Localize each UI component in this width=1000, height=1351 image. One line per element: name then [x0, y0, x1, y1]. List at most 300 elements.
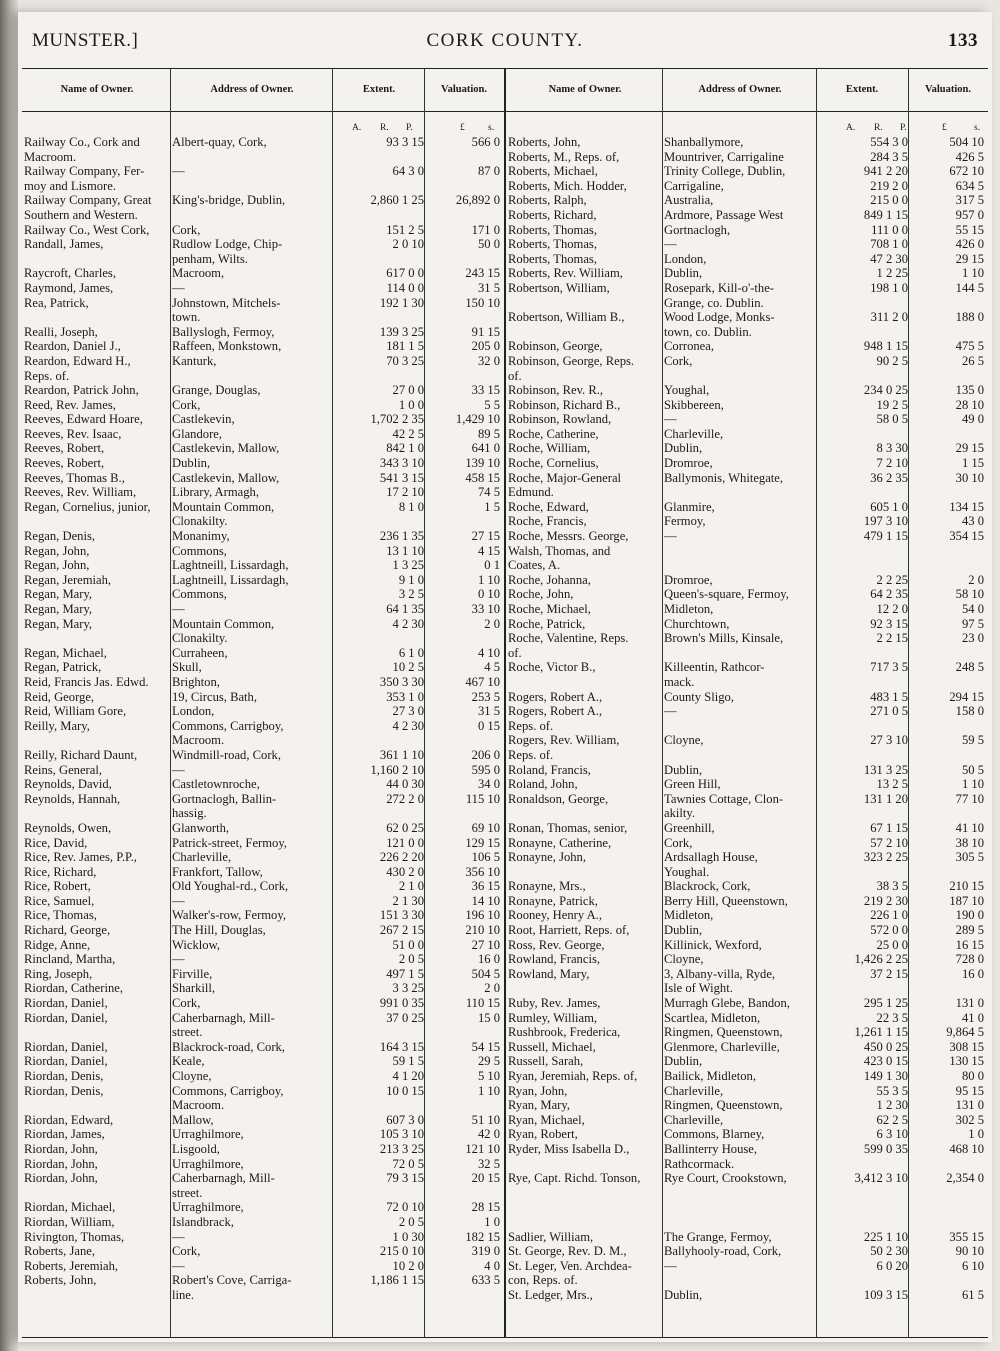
owner-address: Glandore, [172, 426, 223, 441]
valuation-value: 29 15 [955, 441, 984, 456]
owner-address: Ardsallagh House, [664, 850, 758, 865]
owner-address: Killeentin, Rathcor- [664, 660, 765, 675]
valuation-value: 426 0 [955, 237, 984, 252]
valuation-value: 196 10 [465, 908, 500, 923]
table-row [506, 836, 988, 851]
owner-name: Riordan, Catherine, [24, 981, 123, 996]
table-row [22, 500, 504, 515]
valuation-value: 2 0 [484, 981, 500, 996]
owner-name: Ronan, Thomas, senior, [508, 820, 628, 835]
extent-value: 197 3 10 [863, 514, 908, 529]
valuation-value: 32 0 [477, 353, 500, 368]
valuation-value: 50 0 [477, 237, 500, 252]
owner-address: Clonakilty. [172, 514, 228, 529]
table-row [506, 485, 988, 500]
owner-name: Roberts, Jane, [24, 1244, 95, 1259]
owner-name: Railway Company, Great [24, 193, 152, 208]
table-row [22, 339, 504, 354]
owner-name: Roberts, Thomas, [508, 251, 597, 266]
valuation-value: 144 5 [955, 280, 984, 295]
owner-address: Castlekevin, [172, 412, 235, 427]
valuation-value: 26,892 0 [455, 193, 500, 208]
table-row [506, 573, 988, 588]
table-row [22, 1244, 504, 1259]
table-row [506, 252, 988, 267]
owner-address: Carrigaline, [664, 178, 724, 193]
valuation-value: 27 15 [471, 529, 500, 544]
owner-address: Corronea, [664, 339, 715, 354]
valuation-value: 1 5 [484, 499, 500, 514]
extent-value: 192 1 30 [379, 295, 424, 310]
owner-address: Dublin, [664, 266, 703, 281]
owner-name: Roche, William, [508, 441, 591, 456]
owner-name: Reardon, Patrick John, [24, 383, 139, 398]
valuation-value: 672 10 [949, 164, 984, 179]
valuation-value: 77 10 [955, 791, 984, 806]
valuation-value: 55 15 [955, 222, 984, 237]
table-row [22, 1127, 504, 1142]
extent-value: 131 1 20 [863, 791, 908, 806]
table-row [506, 1288, 988, 1303]
owner-name: Riordan, Daniel, [24, 1054, 108, 1069]
valuation-value: 33 15 [471, 383, 500, 398]
owner-name: Riordan, Edward, [24, 1112, 114, 1127]
valuation-value: 139 10 [465, 456, 500, 471]
table-row [22, 690, 504, 705]
owner-address: Castlekevin, Mallow, [172, 441, 280, 456]
table-row [22, 179, 504, 194]
table-row [22, 996, 504, 1011]
owner-name: Rice, Thomas, [24, 908, 97, 923]
extent-value: 7 2 10 [876, 456, 908, 471]
owner-name: Rogers, Robert A., [508, 704, 603, 719]
owner-address: street. [172, 1185, 203, 1200]
owner-name: Regan, Michael, [24, 645, 107, 660]
extent-value: 2 1 0 [398, 879, 424, 894]
owner-address: mack. [664, 674, 695, 689]
extent-value: 93 3 15 [386, 135, 424, 149]
table-row [22, 281, 504, 296]
owner-address: Dublin, [172, 456, 211, 471]
valuation-value: 467 10 [465, 674, 500, 689]
valuation-value: 61 5 [961, 1287, 984, 1302]
extent-value: 17 2 10 [386, 485, 424, 500]
table-row [506, 1186, 988, 1201]
valuation-value: 4 0 [484, 1258, 500, 1273]
table-row [22, 1084, 504, 1099]
valuation-value: 150 10 [465, 295, 500, 310]
extent-value: 37 2 15 [870, 966, 908, 981]
table-row [506, 1040, 988, 1055]
extent-value: 215 0 0 [870, 193, 908, 208]
owner-address: Isle of Wight. [664, 981, 733, 996]
valuation-value: 28 10 [955, 397, 984, 412]
table-row [22, 471, 504, 486]
valuation-value: 31 5 [477, 704, 500, 719]
owner-address: 3, Albany-villa, Ryde, [664, 966, 776, 981]
owner-name: Riordan, John, [24, 1156, 98, 1171]
extent-value: 59 1 5 [392, 1054, 424, 1069]
owner-address: Walker's-row, Fermoy, [172, 908, 286, 923]
owner-address: Albert-quay, Cork, [172, 135, 267, 149]
owner-address: Cork, [664, 353, 693, 368]
valuation-value: 16 0 [477, 952, 500, 967]
valuation-value: 294 15 [949, 689, 984, 704]
owner-address: Dromroe, [664, 572, 713, 587]
valuation-value: 633 5 [471, 1273, 500, 1288]
owner-address: Berry Hill, Queenstown, [664, 893, 788, 908]
extent-value: 44 0 30 [386, 777, 424, 792]
valuation-value: 243 15 [465, 266, 500, 281]
extent-value: 149 1 30 [863, 1069, 908, 1083]
owner-name: Reilly, Richard Daunt, [24, 747, 138, 762]
valuation-value: 595 0 [471, 762, 500, 777]
valuation-value: 641 0 [471, 441, 500, 456]
extent-value: 295 1 25 [863, 996, 908, 1011]
extent-value: 607 3 0 [386, 1112, 424, 1127]
table-row [22, 383, 504, 398]
owner-address: — [172, 893, 185, 908]
extent-value: 1 2 30 [876, 1098, 908, 1113]
owner-address: Murragh Glebe, Bandon, [664, 996, 790, 1011]
table-row [506, 1084, 988, 1099]
owner-address: Blackrock, Cork, [664, 879, 751, 894]
table-row [22, 1157, 504, 1172]
owner-name: Roche, Messrs. George, [508, 529, 629, 544]
table-row [22, 646, 504, 661]
extent-value: 2 0 5 [398, 1214, 424, 1229]
owner-name: Ronayne, Mrs., [508, 879, 586, 894]
extent-value: 423 0 15 [863, 1054, 908, 1069]
owner-address: Laghtneill, Lissardagh, [172, 558, 289, 573]
table-row [506, 427, 988, 442]
table-row [506, 631, 988, 646]
owner-address: Midleton, [664, 602, 714, 616]
owner-address: Caherbarnagh, Mill- [172, 1171, 275, 1186]
extent-value: 92 3 15 [870, 616, 908, 631]
table-row [22, 544, 504, 559]
valuation-value: 32 5 [477, 1156, 500, 1171]
table-row [22, 967, 504, 982]
owner-name: Riordan, William, [24, 1214, 115, 1229]
extent-value: 343 3 10 [379, 456, 424, 471]
extent-value: 708 1 0 [870, 237, 908, 252]
extent-value: 430 2 0 [386, 864, 424, 879]
owner-name: Reed, Rev. James, [24, 397, 116, 412]
extent-value: 58 0 5 [876, 412, 908, 427]
owner-address: Cork, [664, 835, 693, 850]
owner-address: Skull, [172, 660, 202, 675]
valuation-value: 206 0 [471, 747, 500, 762]
valuation-value: 80 0 [961, 1069, 984, 1083]
owner-address: Macroom. [172, 1098, 225, 1113]
owner-name: Regan, Cornelius, junior, [24, 499, 151, 514]
owner-address: Green Hill, [664, 777, 721, 792]
table-row [22, 1142, 504, 1157]
table-row [506, 1113, 988, 1128]
owner-name: Randall, James, [24, 237, 104, 252]
valuation-value: 4 5 [484, 660, 500, 675]
extent-value: 62 2 5 [876, 1112, 908, 1127]
owner-name: Regan, Mary, [24, 616, 93, 631]
extent-value: 42 2 5 [392, 426, 424, 441]
valuation-value: 171 0 [471, 222, 500, 237]
owner-name: Southern and Western. [24, 207, 138, 222]
owner-address: Lisgoold, [172, 1141, 220, 1156]
owner-address: County Sligo, [664, 689, 734, 704]
owner-address: Commons, Carrigboy, [172, 718, 284, 733]
extent-value: 4 1 20 [392, 1069, 424, 1083]
table-row [22, 865, 504, 880]
valuation-value: 355 15 [949, 1229, 984, 1244]
table-row [506, 1025, 988, 1040]
extent-value: 64 2 35 [870, 587, 908, 602]
owner-name: Robertson, William, [508, 280, 610, 295]
valuation-value: 14 10 [471, 893, 500, 908]
table-row [506, 1157, 988, 1172]
col-address-right: Address of Owner. [698, 84, 782, 95]
table-row [506, 1171, 988, 1186]
table-row [22, 1040, 504, 1055]
owner-address: town. [172, 310, 201, 325]
owner-name: moy and Lismore. [24, 178, 116, 193]
extent-value: 6 3 10 [876, 1127, 908, 1142]
owner-address: Mountain Common, [172, 499, 275, 514]
valuation-value: 253 5 [471, 689, 500, 704]
owner-name: Regan, Mary, [24, 587, 93, 602]
extent-value: 50 2 30 [870, 1244, 908, 1259]
table-row [506, 1259, 988, 1274]
valuation-value: 34 0 [477, 777, 500, 792]
table-row [22, 310, 504, 325]
owner-name: Roberts, Rev. William, [508, 266, 623, 281]
owner-name: Riordan, Daniel, [24, 1039, 108, 1054]
owner-name: Regan, Mary, [24, 602, 93, 616]
extent-value: 219 2 30 [863, 893, 908, 908]
valuation-value: 0 15 [477, 718, 500, 733]
table-row [506, 660, 988, 675]
owner-address: Ballinterry House, [664, 1141, 758, 1156]
unit-row [506, 119, 988, 135]
unit-perches: P. [406, 123, 413, 133]
owner-address: Macroom. [172, 733, 225, 748]
extent-value: 9 1 0 [398, 572, 424, 587]
owner-address: town, co. Dublin. [664, 324, 752, 339]
valuation-value: 566 0 [471, 135, 500, 149]
extent-value: 10 0 15 [386, 1083, 424, 1098]
extent-value: 361 1 10 [379, 747, 424, 762]
owner-name: Robinson, Richard B., [508, 397, 621, 412]
valuation-value: 0 1 [484, 558, 500, 573]
extent-value: 2 0 10 [392, 237, 424, 252]
extent-value: 64 3 0 [392, 164, 424, 179]
extent-value: 215 0 10 [379, 1244, 424, 1259]
owner-name: Rice, Samuel, [24, 893, 95, 908]
owner-address: Cork, [172, 1244, 201, 1259]
table-row [506, 763, 988, 778]
table-row [506, 806, 988, 821]
owner-name: Root, Harriett, Reps. of, [508, 923, 630, 938]
table-row [22, 617, 504, 632]
owner-address: — [172, 1258, 185, 1273]
owner-address: — [172, 280, 185, 295]
unit-shillings: s. [974, 123, 981, 133]
table-row [506, 1011, 988, 1026]
unit-acres: A. [352, 123, 362, 133]
owner-address: Ringmen, Queenstown, [664, 1098, 783, 1113]
extent-value: 36 2 35 [870, 470, 908, 485]
owner-name: Roche, Edward, [508, 499, 589, 514]
owner-address: Dublin, [664, 923, 703, 938]
unit-row [22, 119, 504, 135]
valuation-value: 69 10 [471, 820, 500, 835]
extent-value: 1,426 2 25 [854, 952, 908, 967]
owner-address: Cork, [172, 996, 201, 1011]
table-row [22, 938, 504, 953]
valuation-value: 182 15 [465, 1229, 500, 1244]
table-row [22, 1054, 504, 1069]
owner-address: The Hill, Douglas, [172, 923, 266, 938]
owner-name: Russell, Michael, [508, 1039, 596, 1054]
table-row [506, 675, 988, 690]
table-row [506, 281, 988, 296]
owner-address: Mallow, [172, 1112, 214, 1127]
table-row [22, 529, 504, 544]
table-row [506, 748, 988, 763]
table-row [22, 398, 504, 413]
owner-name: Reeves, Edward Hoare, [24, 412, 143, 427]
owner-address: Mountriver, Carrigaline [664, 149, 784, 164]
valuation-value: 190 0 [955, 908, 984, 923]
valuation-value: 15 0 [477, 1010, 500, 1025]
table-row [506, 923, 988, 938]
valuation-value: 31 5 [477, 280, 500, 295]
extent-value: 234 0 25 [863, 383, 908, 398]
owner-name: Ross, Rev. George, [508, 937, 605, 952]
extent-value: 181 1 5 [386, 339, 424, 354]
table-row [506, 412, 988, 427]
owner-name: Railway Company, Fer- [24, 164, 145, 179]
table-row [22, 821, 504, 836]
valuation-value: 115 10 [465, 791, 500, 806]
table-row [506, 544, 988, 559]
table-row [506, 325, 988, 340]
valuation-value: 957 0 [955, 207, 984, 222]
extent-value: 1 3 25 [392, 558, 424, 573]
owner-name: Roberts, Ralph, [508, 193, 587, 208]
owner-address: Dublin, [664, 441, 703, 456]
table-row [506, 369, 988, 384]
owner-address: — [172, 1229, 185, 1244]
ledger-page [18, 12, 992, 1342]
table-row [506, 704, 988, 719]
table-row [506, 471, 988, 486]
owner-name: Ronaldson, George, [508, 791, 609, 806]
valuation-value: 317 5 [955, 193, 984, 208]
owner-name: Roberts, Thomas, [508, 237, 597, 252]
owner-address: Commons, [172, 543, 227, 558]
valuation-value: 9,864 5 [946, 1025, 984, 1040]
table-row [22, 573, 504, 588]
table-row [22, 981, 504, 996]
owner-name: St. Leger, Ven. Archdea- [508, 1258, 632, 1273]
book-spine [0, 0, 18, 1351]
owner-name: Roberts, Thomas, [508, 222, 597, 237]
table-row [506, 1054, 988, 1069]
table-row [22, 1230, 504, 1245]
valuation-value: 1 0 [484, 1214, 500, 1229]
owner-name: St. George, Rev. D. M., [508, 1244, 627, 1259]
owner-address: Bailick, Midleton, [664, 1069, 756, 1083]
owner-name: Rumley, William, [508, 1010, 598, 1025]
owner-address: Commons, Carrigboy, [172, 1083, 284, 1098]
valuation-value: 27 10 [471, 937, 500, 952]
extent-value: 3,412 3 10 [854, 1171, 908, 1186]
extent-value: 55 3 5 [876, 1083, 908, 1098]
table-row [506, 558, 988, 573]
valuation-value: 33 10 [471, 602, 500, 616]
extent-value: 72 0 10 [386, 1200, 424, 1215]
owner-address: 19, Circus, Bath, [172, 689, 258, 704]
table-row [22, 237, 504, 252]
table-row [22, 777, 504, 792]
owner-name: Roland, Francis, [508, 762, 591, 777]
owner-address: Commons, Blarney, [664, 1127, 765, 1142]
owner-address: — [172, 602, 185, 616]
valuation-value: 49 0 [961, 412, 984, 427]
table-row [506, 719, 988, 734]
owner-name: Regan, Jeremiah, [24, 572, 112, 587]
table-row [506, 981, 988, 996]
extent-value: 67 1 15 [870, 820, 908, 835]
table-row [506, 894, 988, 909]
owner-name: Sadlier, William, [508, 1229, 594, 1244]
owner-name: Regan, Patrick, [24, 660, 102, 675]
extent-value: 605 1 0 [870, 499, 908, 514]
valuation-value: 210 10 [465, 923, 500, 938]
table-row [22, 1186, 504, 1201]
valuation-value: 38 10 [955, 835, 984, 850]
owner-name: Robertson, William B., [508, 310, 625, 325]
extent-value: 350 3 30 [379, 674, 424, 689]
table-row [506, 908, 988, 923]
owner-name: Reps. of. [508, 747, 554, 762]
owner-name: Roberts, M., Reps. of, [508, 149, 620, 164]
table-row [506, 865, 988, 880]
owner-address: London, [172, 704, 215, 719]
owner-address: Patrick-street, Fermoy, [172, 835, 287, 850]
owner-address: Old Youghal-rd., Cork, [172, 879, 289, 894]
owner-name: Riordan, Denis, [24, 1069, 104, 1083]
owner-address: — [172, 762, 185, 777]
table-row [22, 748, 504, 763]
table-row [506, 1127, 988, 1142]
extent-value: 2,860 1 25 [370, 193, 424, 208]
extent-value: 19 2 5 [876, 397, 908, 412]
owner-address: Cork, [172, 397, 201, 412]
extent-value: 105 3 10 [379, 1127, 424, 1142]
table-row [506, 354, 988, 369]
valuation-value: 95 15 [955, 1083, 984, 1098]
extent-value: 2 0 5 [398, 952, 424, 967]
table-row [506, 193, 988, 208]
table-row [22, 456, 504, 471]
owner-name: Riordan, John, [24, 1141, 98, 1156]
extent-value: 225 1 10 [863, 1229, 908, 1244]
owner-address: Frankfort, Tallow, [172, 864, 263, 879]
owner-name: Roche, Michael, [508, 602, 591, 616]
extent-value: 2 1 30 [392, 893, 424, 908]
